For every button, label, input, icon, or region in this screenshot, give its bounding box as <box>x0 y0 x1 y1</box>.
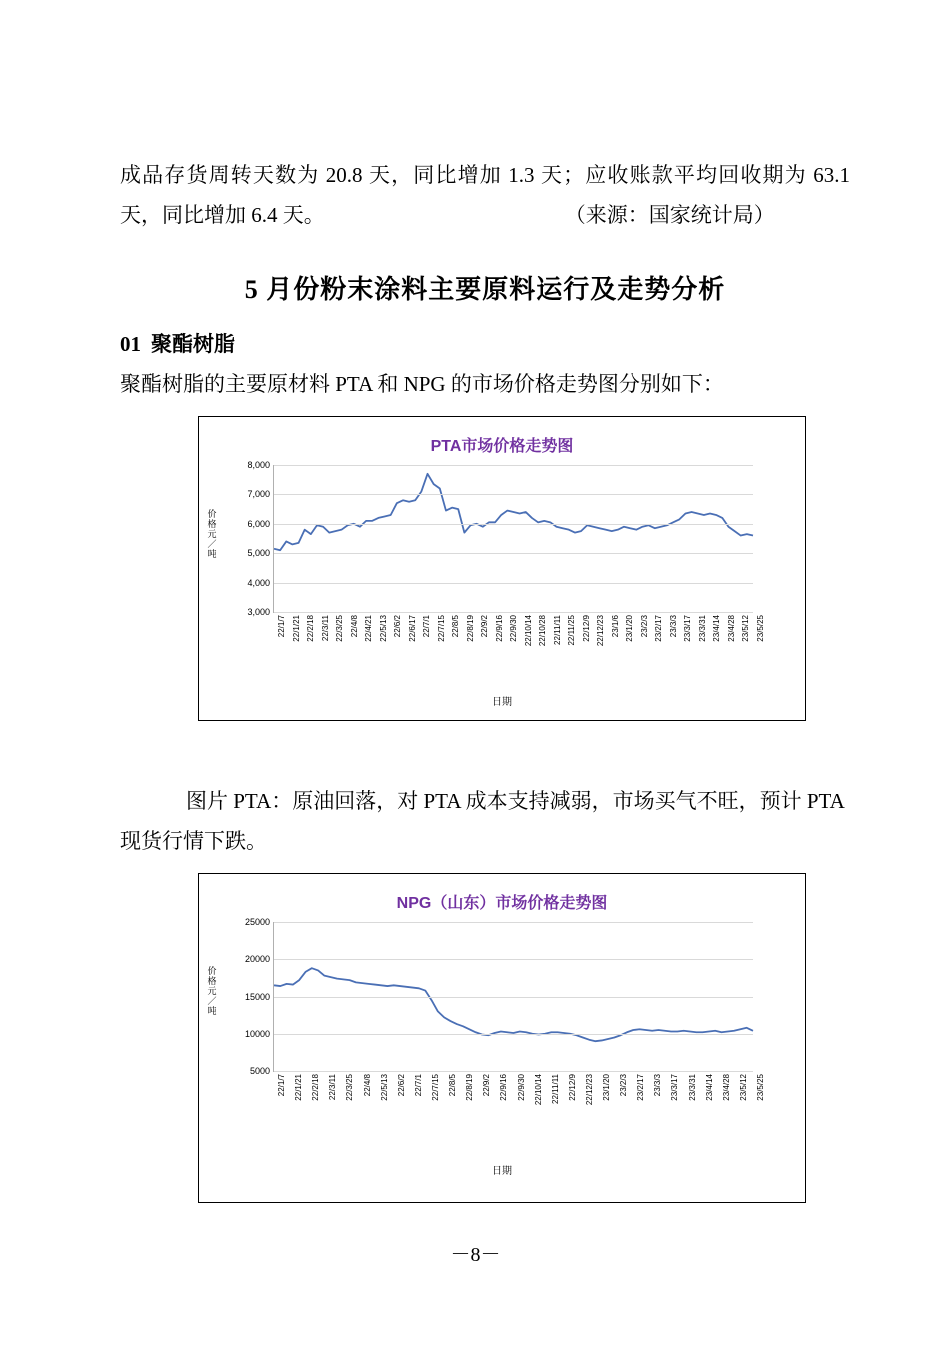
x-tick-label: 23/1/6 <box>610 615 620 638</box>
gridline <box>274 1071 753 1072</box>
x-tick-label: 22/9/2 <box>480 615 490 638</box>
y-tick-label: 20000 <box>244 954 270 965</box>
x-tick-label: 23/5/12 <box>738 1074 748 1101</box>
gridline <box>274 494 753 495</box>
y-tick-label: 3,000 <box>247 607 270 617</box>
y-tick-label: 5000 <box>249 1066 270 1076</box>
x-tick-label: 23/2/17 <box>636 1074 646 1101</box>
x-tick-label: 22/11/25 <box>567 615 577 646</box>
gridline <box>274 612 753 613</box>
x-tick-label: 23/3/3 <box>653 1074 663 1097</box>
x-tick-label: 23/2/3 <box>619 1074 629 1097</box>
npg-chart-title: NPG（山东）市场价格走势图 <box>396 895 608 912</box>
y-tick-label: 15000 <box>244 991 270 1002</box>
x-tick-label: 22/3/11 <box>320 615 330 642</box>
x-tick-label: 23/2/17 <box>654 615 664 642</box>
pta-y-axis-label: 价 格 元 ／ 吨 <box>207 509 217 559</box>
x-tick-label: 22/1/7 <box>277 1074 286 1097</box>
npg-y-axis-label: 价 格 元 ／ 吨 <box>207 966 217 1016</box>
y-tick-label: 25000 <box>244 917 270 927</box>
x-tick-label: 22/12/9 <box>567 1074 577 1101</box>
x-tick-label: 22/4/8 <box>362 1074 372 1097</box>
x-tick-label: 22/6/2 <box>396 1074 406 1097</box>
y-tick-label: 7,000 <box>247 489 270 500</box>
x-tick-label: 22/8/5 <box>448 1074 458 1097</box>
gridline <box>274 465 753 466</box>
x-tick-label: 22/9/30 <box>509 615 519 642</box>
x-tick-label: 22/6/17 <box>407 615 417 642</box>
x-tick-label: 23/3/3 <box>668 615 678 638</box>
gridline <box>274 922 753 923</box>
x-tick-label: 23/3/17 <box>683 615 693 642</box>
x-tick-label: 22/1/21 <box>294 1074 304 1101</box>
y-tick-label: 8,000 <box>247 460 270 470</box>
x-tick-label: 22/10/28 <box>538 615 548 647</box>
x-tick-label: 22/8/19 <box>465 615 475 642</box>
x-tick-label: 22/7/15 <box>436 615 446 642</box>
npg-chart-figure <box>198 873 806 1203</box>
lead-paragraph <box>120 155 850 235</box>
section-intro: 聚酯树脂的主要原材料 PTA 和 NPG 的市场价格走势图分别如下： <box>120 372 724 396</box>
x-tick-label: 23/3/31 <box>687 1074 697 1101</box>
x-tick-label: 22/12/23 <box>596 615 606 647</box>
pta-chart-figure <box>198 416 806 721</box>
x-tick-label: 22/2/18 <box>311 1074 321 1101</box>
x-tick-label: 22/5/13 <box>378 615 388 642</box>
x-tick-label: 23/3/17 <box>670 1074 680 1101</box>
gridline <box>274 583 753 584</box>
x-tick-label: 22/11/11 <box>550 1074 560 1104</box>
x-tick-label: 22/1/7 <box>277 615 286 638</box>
x-tick-label: 22/3/11 <box>328 1074 338 1101</box>
npg-plot-area <box>244 917 765 1106</box>
x-tick-label: 23/5/12 <box>741 615 751 642</box>
x-tick-label: 22/10/14 <box>533 1074 543 1106</box>
npg-chart-body <box>199 874 805 1202</box>
x-tick-label: 22/9/2 <box>482 1074 492 1097</box>
x-tick-label: 23/4/28 <box>726 615 736 642</box>
gridline <box>274 959 753 960</box>
x-tick-label: 22/4/21 <box>364 615 374 642</box>
x-tick-label: 22/12/9 <box>581 615 591 642</box>
gridline <box>274 1034 753 1035</box>
x-tick-label: 22/3/25 <box>345 1074 355 1101</box>
x-tick-label: 22/7/15 <box>430 1074 440 1101</box>
section-number: 01 <box>120 332 141 356</box>
pta-plot-area <box>247 460 765 647</box>
x-tick-label: 22/9/16 <box>499 1074 509 1101</box>
page-number: －8－ <box>450 1244 501 1266</box>
gridline <box>274 997 753 998</box>
pta-chart-body <box>199 417 805 720</box>
x-tick-label: 22/12/23 <box>584 1074 594 1106</box>
x-tick-label: 23/4/28 <box>721 1074 731 1101</box>
x-tick-label: 22/1/21 <box>291 615 301 642</box>
pta-caption-text: 图片 PTA：原油回落，对 PTA 成本支持减弱，市场买气不旺，预计 PTA 现货行情下跌。 <box>120 789 844 853</box>
x-tick-label: 22/2/18 <box>306 615 316 642</box>
gridline <box>274 524 753 525</box>
document-content <box>120 155 850 1203</box>
x-tick-label: 23/1/20 <box>625 615 635 642</box>
x-tick-label: 22/9/16 <box>494 615 504 642</box>
x-tick-label: 23/2/3 <box>639 615 649 638</box>
x-tick-label: 22/3/25 <box>335 615 345 642</box>
y-tick-label: 10000 <box>244 1028 270 1039</box>
x-tick-label: 22/10/14 <box>523 615 533 647</box>
x-tick-label: 22/11/11 <box>552 615 562 645</box>
x-tick-label: 22/4/8 <box>349 615 359 638</box>
x-tick-label: 23/4/14 <box>704 1074 714 1101</box>
section-name: 聚酯树脂 <box>151 332 235 356</box>
pta-series-line <box>274 465 754 613</box>
x-tick-label: 23/5/25 <box>756 1074 765 1101</box>
x-tick-label: 23/4/14 <box>712 615 722 642</box>
x-tick-label: 22/9/30 <box>516 1074 526 1101</box>
source-note: （来源：国家统计局） <box>564 203 775 227</box>
x-tick-label: 22/7/1 <box>422 615 432 638</box>
x-tick-label: 22/8/5 <box>451 615 461 638</box>
x-tick-label: 22/6/2 <box>393 615 403 638</box>
x-tick-label: 23/5/25 <box>756 615 765 642</box>
lead-paragraph-text: 成品存货周转天数为 20.8 天，同比增加 1.3 天；应收账款平均回收期为 63.1 天，同比增加 6.4 天。 <box>120 163 850 227</box>
x-tick-label: 22/7/1 <box>413 1074 423 1097</box>
x-tick-label: 23/3/31 <box>697 615 707 642</box>
section-heading <box>120 328 850 358</box>
npg-x-axis-label: 日期 <box>492 1166 512 1177</box>
gridline <box>274 553 753 554</box>
pta-caption <box>120 781 850 861</box>
pta-x-axis-label: 日期 <box>492 697 512 708</box>
y-tick-label: 6,000 <box>247 518 270 529</box>
pta-chart-title: PTA市场价格走势图 <box>430 438 574 455</box>
y-tick-label: 4,000 <box>247 577 270 588</box>
x-tick-label: 23/1/20 <box>602 1074 612 1101</box>
page-title: 5 月份粉末涂料主要原料运行及走势分析 <box>244 275 726 304</box>
x-tick-label: 22/8/19 <box>465 1074 475 1101</box>
y-tick-label: 5,000 <box>247 548 270 559</box>
x-tick-label: 22/5/13 <box>379 1074 389 1101</box>
